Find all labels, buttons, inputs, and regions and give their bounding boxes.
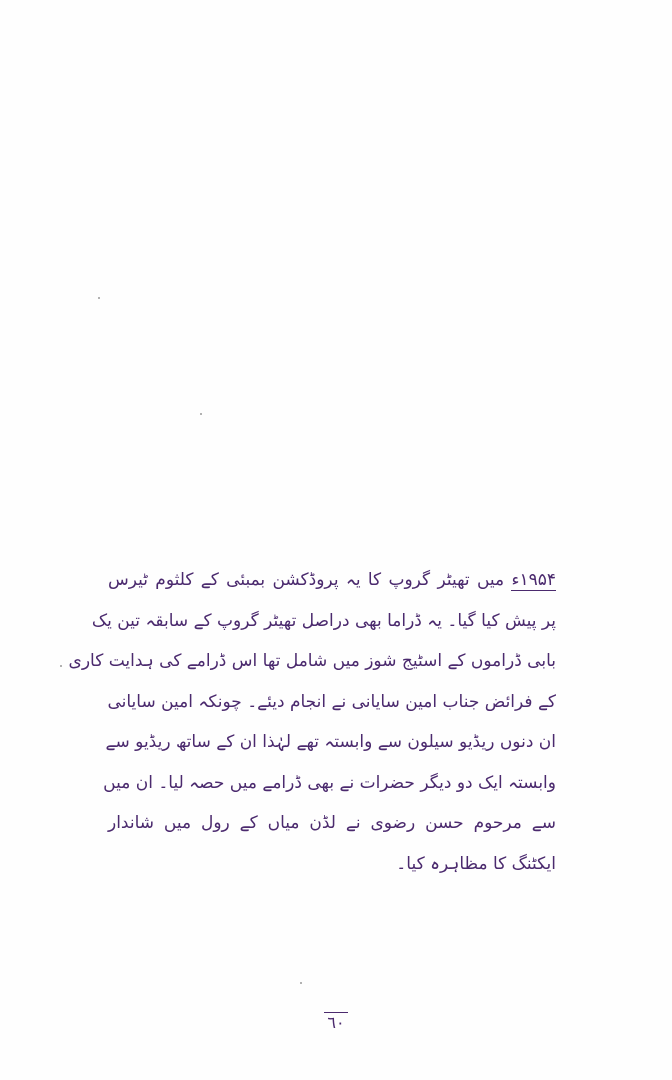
paragraph-line-3: بابی ڈراموں کے اسٹیج شوز میں شامل تھا اس ڈرامے کی ہدایت کاری bbox=[68, 651, 556, 671]
paragraph-line-2: پر پیش کیا گیا۔ یہ ڈراما بھی دراصل تھیٹر گروپ کے سابقہ تین یک bbox=[91, 610, 556, 631]
paragraph-line-5: ان دنوں ریڈیو سیلون سے وابستہ تھے لہٰذا ان کے ساتھ ریڈیو سے bbox=[105, 732, 556, 752]
scan-speck bbox=[200, 413, 202, 415]
scan-speck bbox=[98, 297, 100, 299]
paragraph-line-8: ایکٹنگ کا مظاہرہ کیا۔ bbox=[396, 853, 556, 874]
scan-speck bbox=[300, 982, 302, 984]
scan-speck bbox=[60, 665, 62, 667]
page-number-text: ٦٠ bbox=[324, 1012, 347, 1032]
page-number bbox=[0, 1013, 672, 1032]
year-text: ۱۹۵۴ء bbox=[511, 570, 556, 590]
paragraph-line-4: کے فرائض جناب امین سایانی نے انجام دیئے۔ چونکہ امین سایانی bbox=[107, 691, 556, 712]
paragraph-line-6: وابستہ ایک دو دیگر حضرات نے بھی ڈرامے میں حصہ لیا۔ ان میں bbox=[103, 772, 556, 793]
paragraph-line-1 bbox=[108, 560, 556, 601]
line-1-text: میں تھیٹر گروپ کا یہ پروڈکشن بمبئی کے کلثوم ٹیرس bbox=[108, 570, 512, 590]
paragraph-line-7: سے مرحوم حسن رضوی نے لڈن میاں کے رول میں شاندار bbox=[108, 813, 556, 833]
body-paragraph bbox=[68, 560, 556, 884]
